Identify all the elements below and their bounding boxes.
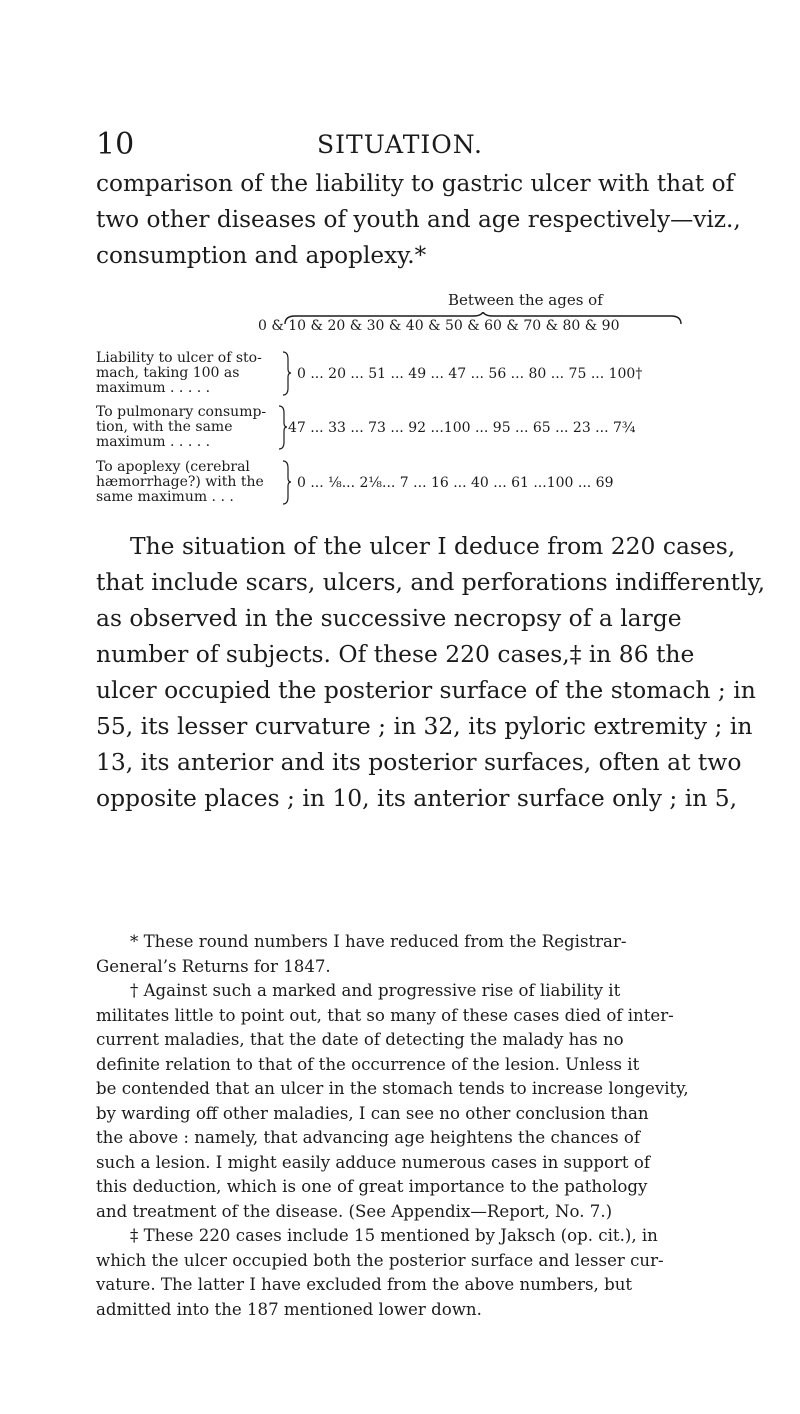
intro-line: two other diseases of youth and age respectively—viz., xyxy=(96,206,741,233)
table-row-values: 0 ... ⅛... 2⅛... 7 ... 16 ... 40 ... 61 ...100 ... 69 xyxy=(297,475,614,491)
footnote-line: this deduction, which is one of great importance to the pathology xyxy=(96,1177,648,1196)
footnote-line: the above : namely, that advancing age heightens the chances of xyxy=(96,1128,641,1147)
footnote-line: which the ulcer occupied both the posterior surface and lesser cur- xyxy=(96,1250,664,1270)
body-paragraph xyxy=(96,528,766,816)
body-line: ulcer occupied the posterior surface of the stomach ; in xyxy=(96,676,756,704)
intro-line: comparison of the liability to gastric ulcer with that of xyxy=(96,170,735,197)
table-caption: Between the ages of xyxy=(448,291,603,309)
footnote-line: * These round numbers I have reduced from the Registrar- xyxy=(130,932,627,951)
footnote-line: vature. The latter I have excluded from the above numbers, but xyxy=(96,1275,633,1294)
footnote-line: General’s Returns for 1847. xyxy=(96,956,331,976)
running-head: SITUATION. xyxy=(317,130,483,159)
footnote-line: and treatment of the disease. (See Appendix—Report, No. 7.) xyxy=(96,1201,613,1221)
body-line: opposite places ; in 10, its anterior surface only ; in 5, xyxy=(96,784,738,812)
table-row-label: To apoplexy (cerebral hæmorrhage?) with the same maximum . . . xyxy=(96,459,264,505)
footnote-line: be contended that an ulcer in the stomach tends to increase longevity, xyxy=(96,1079,689,1098)
age-header: 0 & 10 & 20 & 30 & 40 & 50 & 60 & 70 & 80 & 90 xyxy=(258,318,620,334)
footnote-line: definite relation to that of the occurrence of the lesion. Unless it xyxy=(96,1054,640,1074)
table-row-label: To pulmonary consump- tion, with the same maximum . . . . . xyxy=(96,404,267,450)
body-line: that include scars, ulcers, and perforations indifferently, xyxy=(96,568,766,596)
footnote-line: militates little to point out, that so many of these cases died of inter- xyxy=(96,1005,674,1025)
intro-line: consumption and apoplexy.* xyxy=(96,242,427,269)
row-brace xyxy=(282,460,292,505)
footnote-line: ‡ These 220 cases include 15 mentioned by Jaksch (op. cit.), in xyxy=(130,1226,658,1245)
page-number: 10 xyxy=(96,127,135,162)
footnote-line: admitted into the 187 mentioned lower down. xyxy=(96,1299,482,1319)
row-brace xyxy=(278,405,288,450)
footnotes xyxy=(96,930,716,1322)
table-row-values: 47 ... 33 ... 73 ... 92 ...100 ... 95 ... 65 ... 23 ... 7¾ xyxy=(288,420,636,436)
table-row-values: 0 ... 20 ... 51 ... 49 ... 47 ... 56 ... 80 ... 75 ... 100† xyxy=(297,366,643,382)
footnote-line: current maladies, that the date of detecting the malady has no xyxy=(96,1030,624,1049)
body-line: as observed in the successive necropsy of a large xyxy=(96,604,682,632)
body-line: 13, its anterior and its posterior surfaces, often at two xyxy=(96,748,742,776)
row-brace xyxy=(282,351,292,396)
footnote-line: by warding off other maladies, I can see no other conclusion than xyxy=(96,1103,649,1123)
body-line: number of subjects. Of these 220 cases,‡ in 86 the xyxy=(96,640,695,668)
intro-paragraph xyxy=(96,166,741,274)
footnote-line: such a lesion. I might easily adduce numerous cases in support of xyxy=(96,1152,650,1172)
body-line: The situation of the ulcer I deduce from 220 cases, xyxy=(130,532,736,560)
table-row-label: Liability to ulcer of sto- mach, taking 100 as maximum . . . . . xyxy=(96,350,262,396)
footnote-line: † Against such a marked and progressive rise of liability it xyxy=(130,981,621,1000)
body-line: 55, its lesser curvature ; in 32, its pyloric extremity ; in xyxy=(96,712,753,740)
